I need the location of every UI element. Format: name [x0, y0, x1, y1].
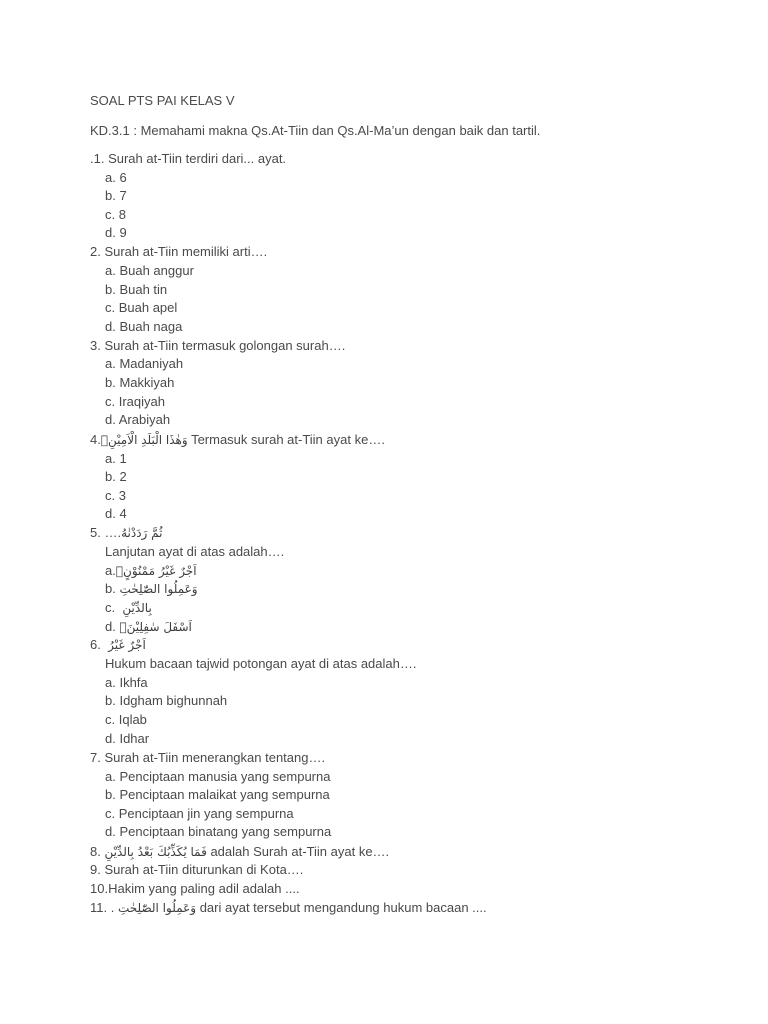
question-5-option-d — [105, 618, 192, 636]
question-9: 9. Surah at-Tiin diturunkan di Kota…. — [90, 862, 304, 877]
question-8 — [90, 843, 389, 861]
question-8-arabic-verse: فَمَا يُكَذِّبُكَ بَعْدُ بِالدِّيْنِ — [104, 845, 207, 859]
question-5-option-a — [105, 562, 197, 580]
question-11 — [90, 899, 487, 917]
option-arabic: بِالدِّيْنِ — [122, 601, 152, 615]
question-2-option-c: c. Buah apel — [105, 300, 178, 315]
option-arabic: اَجْرٌ غَيْرُ مَمْنُوْنٍۗ — [115, 564, 197, 578]
question-5-arabic-verse: ثُمَّ رَدَدْنٰهُ — [121, 526, 163, 540]
question-7-option-d: d. Penciptaan binatang yang sempurna — [105, 824, 332, 839]
question-5-number: 5. …. — [90, 525, 122, 540]
question-6-option-d: d. Idhar — [105, 731, 150, 746]
document-title: SOAL PTS PAI KELAS V — [90, 93, 235, 108]
option-arabic: اَسْفَلَ سٰفِلِيْنَۙ — [119, 620, 192, 634]
question-4-option-c: c. 3 — [105, 488, 126, 503]
question-2: 2. Surah at-Tiin memiliki arti…. — [90, 244, 268, 259]
question-1-option-d: d. 9 — [105, 225, 127, 240]
question-4-number: 4. — [90, 432, 101, 447]
question-6 — [90, 636, 146, 654]
option-label: c. — [105, 600, 116, 615]
option-label: a. — [105, 563, 116, 578]
question-8-text: adalah Surah at-Tiin ayat ke…. — [206, 844, 390, 859]
question-4-option-a: a. 1 — [105, 451, 127, 466]
option-label: b. — [105, 581, 116, 596]
question-6-arabic-verse: اَجْرٌ غَيْرُ — [108, 638, 146, 652]
question-7-option-a: a. Penciptaan manusia yang sempurna — [105, 769, 331, 784]
question-5-prompt: Lanjutan ayat di atas adalah…. — [105, 544, 285, 559]
question-7: 7. Surah at-Tiin menerangkan tentang…. — [90, 750, 326, 765]
question-5-option-b — [105, 580, 198, 598]
question-1-option-b: b. 7 — [105, 188, 127, 203]
question-1-option-c: c. 8 — [105, 207, 126, 222]
question-7-option-c: c. Penciptaan jin yang sempurna — [105, 806, 294, 821]
question-4-arabic-verse: وَهٰذَا الْبَلَدِ الْاَمِيْنِۙ — [100, 433, 188, 447]
question-1: .1. Surah at-Tiin terdiri dari... ayat. — [90, 151, 287, 166]
question-6-option-c: c. Iqlab — [105, 712, 147, 727]
question-4-option-b: b. 2 — [105, 469, 127, 484]
question-11-number: 11. . — [90, 900, 115, 915]
question-3: 3. Surah at-Tiin termasuk golongan surah…. — [90, 338, 346, 353]
question-4-text: Termasuk surah at-Tiin ayat ke…. — [187, 432, 385, 447]
question-3-option-c: c. Iraqiyah — [105, 394, 165, 409]
question-2-option-d: d. Buah naga — [105, 319, 183, 334]
question-11-text: dari ayat tersebut mengandung hukum bacaan .... — [196, 900, 487, 915]
question-3-option-b: b. Makkiyah — [105, 375, 175, 390]
question-6-option-a: a. Ikhfa — [105, 675, 148, 690]
question-10: 10.Hakim yang paling adil adalah .... — [90, 881, 300, 896]
question-6-option-b: b. Idgham bighunnah — [105, 693, 228, 708]
question-6-prompt: Hukum bacaan tajwid potongan ayat di atas adalah…. — [105, 656, 417, 671]
question-5-option-c — [105, 599, 152, 617]
question-4-option-d: d. 4 — [105, 506, 127, 521]
option-label: d. — [105, 619, 116, 634]
option-arabic: وَعَمِلُوا الصّٰلِحٰتِ — [119, 582, 198, 596]
question-1-option-a: a. 6 — [105, 170, 127, 185]
question-8-number: 8. — [90, 844, 101, 859]
question-6-number: 6. — [90, 637, 101, 652]
question-2-option-a: a. Buah anggur — [105, 263, 194, 278]
question-7-option-b: b. Penciptaan malaikat yang sempurna — [105, 787, 330, 802]
kd-statement: KD.3.1 : Memahami makna Qs.At-Tiin dan Qs.Al-Ma’un dengan baik dan tartil. — [90, 123, 541, 138]
question-5 — [90, 524, 162, 542]
question-3-option-a: a. Madaniyah — [105, 356, 184, 371]
question-3-option-d: d. Arabiyah — [105, 412, 171, 427]
question-4 — [90, 431, 385, 449]
question-2-option-b: b. Buah tin — [105, 282, 168, 297]
question-11-arabic-verse: وَعَمِلُوا الصّٰلِحٰتِ — [117, 901, 197, 915]
